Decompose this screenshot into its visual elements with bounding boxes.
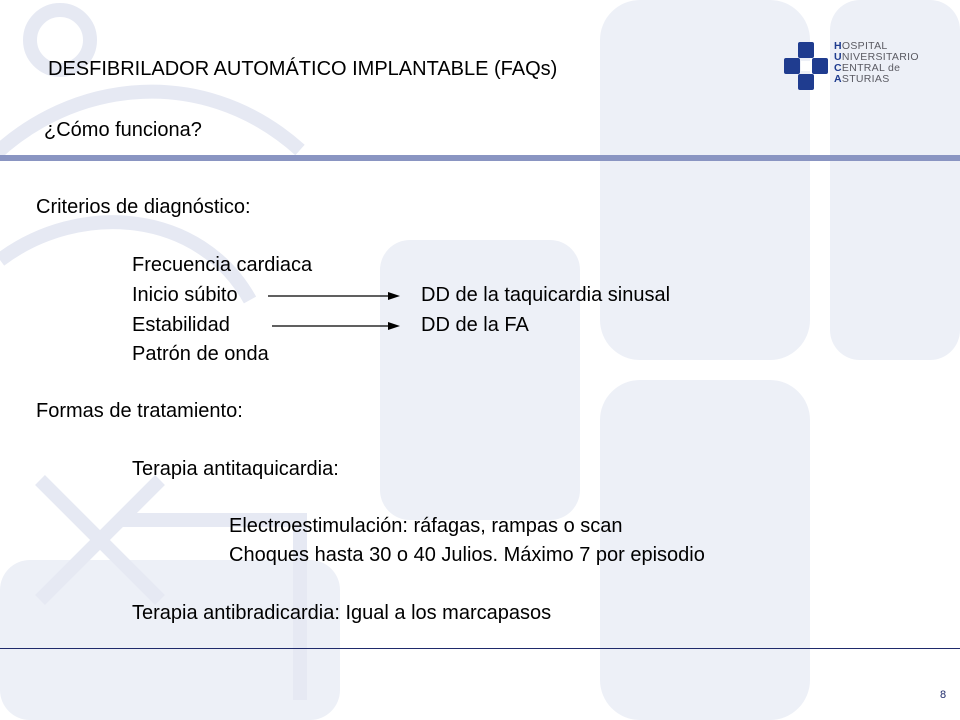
logo-line: ASTURIAS <box>834 73 890 85</box>
arrow-right-icon <box>272 320 400 332</box>
dd-target: DD de la taquicardia sinusal <box>421 284 671 306</box>
formas-heading: Formas de tratamiento: <box>36 400 243 422</box>
hospital-logo-text <box>834 41 919 85</box>
antitaqui-item: Choques hasta 30 o 40 Julios. Máximo 7 por episodio <box>229 544 705 566</box>
logo-line: CENTRAL de <box>834 62 901 74</box>
terapia-antibradicardia: Terapia antibradicardia: Igual a los marcapasos <box>132 602 552 624</box>
criterio-item: Estabilidad <box>132 314 230 336</box>
criterio-item: Inicio súbito <box>132 284 238 306</box>
logo-line: UNIVERSITARIO <box>834 51 919 63</box>
terapia-antitaquicardia-heading: Terapia antitaquicardia: <box>132 458 339 480</box>
antitaqui-item: Electroestimulación: ráfagas, rampas o scan <box>229 515 623 537</box>
footer-divider <box>0 648 960 649</box>
slide-title: DESFIBRILADOR AUTOMÁTICO IMPLANTABLE (FAQs) <box>48 58 558 80</box>
header-divider <box>0 155 960 161</box>
page-number: 8 <box>940 689 947 701</box>
criterios-heading: Criterios de diagnóstico: <box>36 196 251 218</box>
slide-subtitle: ¿Cómo funciona? <box>44 119 202 141</box>
criterio-item: Patrón de onda <box>132 343 269 365</box>
criterio-item: Frecuencia cardiaca <box>132 254 313 276</box>
dd-target: DD de la FA <box>421 314 529 336</box>
arrow-right-icon <box>268 290 400 302</box>
logo-line: HOSPITAL <box>834 40 888 52</box>
